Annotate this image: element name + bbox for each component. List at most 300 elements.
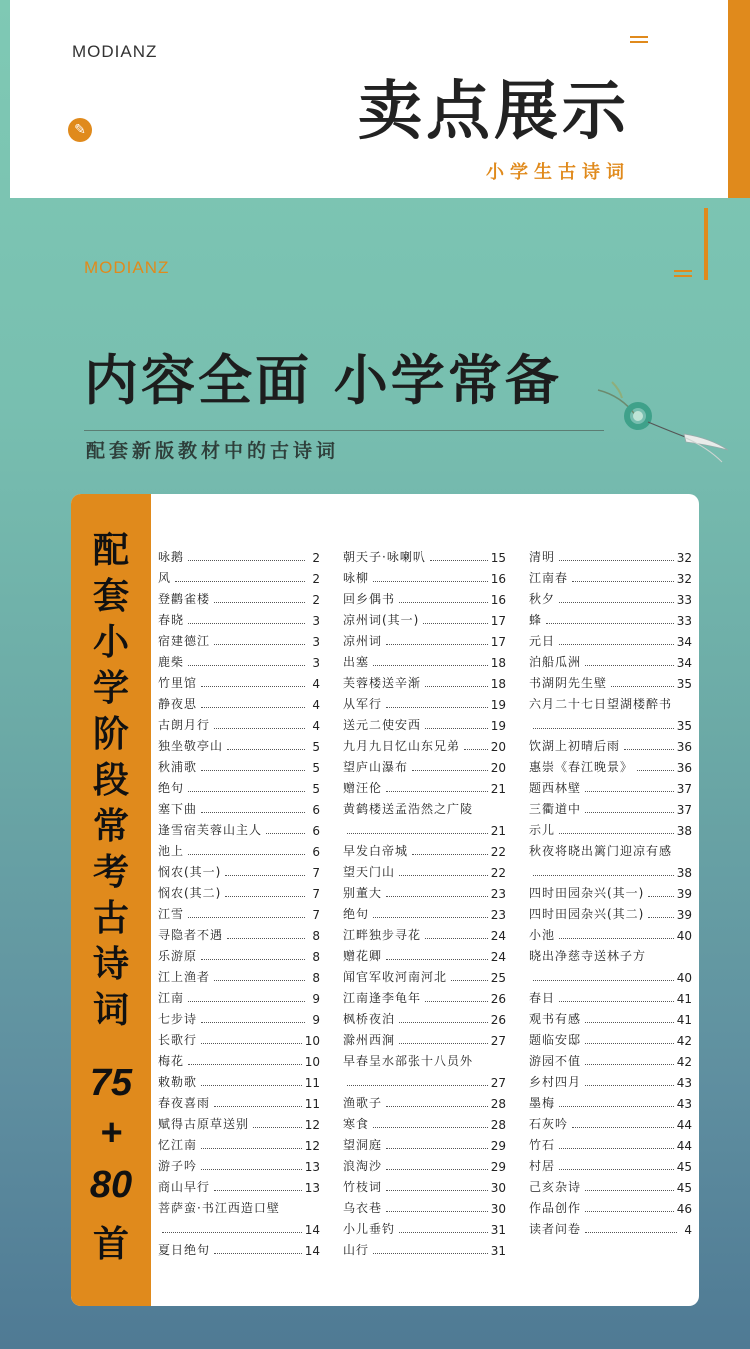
section-brand: MODIANZ [84, 258, 170, 277]
header-title: 卖点展示 [358, 75, 630, 149]
toc-entry [343, 1006, 506, 1027]
toc-entry-title: 敕勒歌 [158, 1075, 198, 1089]
toc-entry-title: 春夜喜雨 [158, 1096, 211, 1110]
toc-entry [158, 838, 320, 859]
toc-entry-title: 池上 [158, 844, 185, 858]
toc-entry-page: 32 [676, 572, 692, 586]
toc-entry-title: 游子吟 [158, 1159, 198, 1173]
toc-entry-title: 乐游原 [158, 949, 198, 963]
toc-leader-dots [201, 707, 305, 708]
toc-leader-dots [585, 1232, 677, 1233]
toc-entry-title: 凉州词 [343, 634, 383, 648]
toc-entry-page: 41 [676, 992, 692, 1006]
toc-leader-dots [188, 623, 305, 624]
toc-entry-page: 9 [312, 1013, 320, 1027]
toc-entry [529, 1174, 692, 1195]
toc-entry [529, 649, 692, 670]
toc-entry-page: 30 [490, 1202, 506, 1216]
toc-entry [343, 1090, 506, 1111]
toc-entry [343, 1132, 506, 1153]
toc-entry [529, 1195, 692, 1216]
toc-leader-dots [559, 644, 674, 645]
toc-entry [343, 817, 506, 838]
toc-leader-dots [386, 707, 488, 708]
toc-entry-page: 28 [490, 1097, 506, 1111]
toc-entry-title: 江南春 [529, 571, 569, 585]
toc-entry-title: 惠崇《春江晚景》 [529, 760, 634, 774]
toc-entry-page: 20 [490, 761, 506, 775]
toc-entry-title: 寒食 [343, 1117, 370, 1131]
section-subtitle: 配套新版教材中的古诗词 [86, 440, 340, 462]
toc-entry-title: 黄鹤楼送孟浩然之广陵 [343, 802, 474, 816]
toc-entry [343, 859, 506, 880]
toc-entry [343, 964, 506, 985]
toc-entry [343, 544, 506, 565]
toc-leader-dots [585, 1022, 674, 1023]
toc-entry-page: 16 [490, 593, 506, 607]
toc-entry-title: 墨梅 [529, 1096, 556, 1110]
toc-entry [529, 586, 692, 607]
toc-leader-dots [188, 560, 305, 561]
toc-entry-page: 13 [304, 1160, 320, 1174]
side-char: 古 [92, 898, 129, 939]
toc-leader-dots [533, 980, 674, 981]
toc-leader-dots [430, 560, 488, 561]
toc-entry [158, 754, 320, 775]
toc-leader-dots [214, 1253, 302, 1254]
toc-entry-page: 33 [676, 593, 692, 607]
toc-entry-page: 36 [676, 740, 692, 754]
toc-leader-dots [585, 791, 674, 792]
toc-entry-page: 2 [312, 593, 320, 607]
toc-entry-title: 闻官军收河南河北 [343, 970, 448, 984]
toc-entry [529, 754, 692, 775]
toc-entry-page: 40 [676, 971, 692, 985]
toc-entry-page: 23 [490, 908, 506, 922]
toc-leader-dots [546, 623, 674, 624]
toc-entry-page: 8 [312, 929, 320, 943]
toc-entry-page: 14 [304, 1244, 320, 1258]
toc-entry-title: 早发白帝城 [343, 844, 409, 858]
toc-entry-page: 24 [490, 929, 506, 943]
toc-entry-page: 3 [312, 656, 320, 670]
side-count-a: 75 [89, 1062, 133, 1104]
toc-leader-dots [412, 854, 488, 855]
toc-entry [158, 1048, 320, 1069]
toc-entry [158, 586, 320, 607]
toc-leader-dots [214, 602, 305, 603]
toc-entry-page: 40 [676, 929, 692, 943]
toc-entry-title: 菩萨蛮·书江西造口壁 [158, 1201, 280, 1215]
toc-entry-page: 45 [676, 1160, 692, 1174]
toc-leader-dots [201, 686, 305, 687]
toc-entry-title: 山行 [343, 1243, 370, 1257]
toc-leader-dots [214, 980, 305, 981]
toc-entry [343, 628, 506, 649]
toc-entry-title: 绝句 [158, 781, 185, 795]
toc-entry-title: 朝天子·咏喇叭 [343, 550, 426, 564]
toc-entry [343, 691, 506, 712]
toc-leader-dots [386, 791, 488, 792]
toc-entry-page: 32 [676, 551, 692, 565]
toc-entry [158, 1090, 320, 1111]
toc-entry [529, 1090, 692, 1111]
toc-entry-title: 独坐敬亭山 [158, 739, 224, 753]
toc-leader-dots [373, 1253, 488, 1254]
toc-entry [343, 1048, 506, 1069]
toc-entry-page: 5 [312, 761, 320, 775]
toc-entry-page: 21 [490, 782, 506, 796]
toc-entry-title: 从军行 [343, 697, 383, 711]
toc-entry-title: 寻隐者不遇 [158, 928, 224, 942]
toc-entry-page: 17 [490, 614, 506, 628]
toc-entry-title: 竹石 [529, 1138, 556, 1152]
toc-entry-title: 鹿柴 [158, 655, 185, 669]
toc-entry-page: 21 [490, 824, 506, 838]
toc-entry [343, 712, 506, 733]
toc-entry [343, 1153, 506, 1174]
toc-entry-title: 九月九日忆山东兄弟 [343, 739, 461, 753]
toc-leader-dots [188, 1064, 302, 1065]
toc-entry-page: 10 [304, 1034, 320, 1048]
toc-entry-title: 滁州西涧 [343, 1033, 396, 1047]
toc-leader-dots [399, 875, 488, 876]
toc-entry-title: 送元二使安西 [343, 718, 422, 732]
toc-leader-dots [201, 770, 305, 771]
toc-leader-dots [637, 770, 674, 771]
toc-entry [343, 943, 506, 964]
toc-leader-dots [585, 1085, 674, 1086]
toc-entry [158, 922, 320, 943]
toc-entry-title: 蜂 [529, 613, 543, 627]
toc-entry-page: 18 [490, 677, 506, 691]
toc-entry-page: 27 [490, 1034, 506, 1048]
toc-entry-title: 秋浦歌 [158, 760, 198, 774]
toc-entry-page: 25 [490, 971, 506, 985]
toc-leader-dots [373, 665, 488, 666]
toc-entry-page: 2 [312, 551, 320, 565]
toc-entry-page: 24 [490, 950, 506, 964]
toc-entry-page: 35 [676, 677, 692, 691]
toc-entry [158, 733, 320, 754]
toc-leader-dots [175, 581, 305, 582]
toc-leader-dots [648, 896, 673, 897]
toc-entry [158, 1174, 320, 1195]
toc-entry-page: 7 [312, 887, 320, 901]
toc-entry-page: 20 [490, 740, 506, 754]
toc-entry [158, 859, 320, 880]
toc-entry-title: 竹里馆 [158, 676, 198, 690]
toc-leader-dots [399, 1232, 488, 1233]
toc-leader-dots [214, 1190, 302, 1191]
toc-entry-title: 游园不值 [529, 1054, 582, 1068]
toc-entry [158, 670, 320, 691]
toc-entry-title: 秋夕 [529, 592, 556, 606]
toc-leader-dots [188, 665, 305, 666]
toc-leader-dots [225, 875, 305, 876]
toc-entry [529, 712, 692, 733]
toc-leader-dots [373, 917, 488, 918]
toc-leader-dots [386, 896, 488, 897]
toc-entry-title: 三衢道中 [529, 802, 582, 816]
toc-entry-title: 乡村四月 [529, 1075, 582, 1089]
toc-entry [343, 1111, 506, 1132]
toc-entry-title: 春日 [529, 991, 556, 1005]
toc-entry-title: 观书有感 [529, 1012, 582, 1026]
toc-entry-page: 19 [490, 719, 506, 733]
toc-entry [158, 817, 320, 838]
toc-entry [158, 796, 320, 817]
toc-entry-title: 赋得古原草送别 [158, 1117, 250, 1131]
toc-entry-title: 古朗月行 [158, 718, 211, 732]
toc-entry-title: 小儿垂钓 [343, 1222, 396, 1236]
toc-entry [343, 922, 506, 943]
toc-entry-title: 悯农(其一) [158, 865, 222, 879]
toc-entry-title: 赠汪伦 [343, 781, 383, 795]
toc-entry-page: 3 [312, 614, 320, 628]
toc-entry-title: 村居 [529, 1159, 556, 1173]
toc-entry [529, 1006, 692, 1027]
toc-leader-dots [425, 938, 488, 939]
toc-entry-title: 己亥杂诗 [529, 1180, 582, 1194]
toc-entry-page: 14 [304, 1223, 320, 1237]
toc-entry-title: 静夜思 [158, 697, 198, 711]
toc-entry-title: 四时田园杂兴(其二) [529, 907, 645, 921]
toc-entry [529, 943, 692, 964]
toc-entry-page: 33 [676, 614, 692, 628]
toc-leader-dots [253, 1127, 302, 1128]
toc-entry-title: 江雪 [158, 907, 185, 921]
toc-entry-page: 22 [490, 866, 506, 880]
toc-leader-dots [624, 749, 674, 750]
toc-entry-page: 26 [490, 1013, 506, 1027]
toc-leader-dots [425, 1001, 488, 1002]
side-char: 配 [92, 530, 129, 571]
toc-leader-dots [559, 560, 674, 561]
toc-entry-page: 8 [312, 971, 320, 985]
toc-leader-dots [559, 602, 674, 603]
toc-entry [343, 670, 506, 691]
toc-entry-page: 11 [304, 1097, 320, 1111]
toc-entry [529, 817, 692, 838]
toc-entry-page: 4 [312, 677, 320, 691]
toc-entry [158, 1111, 320, 1132]
toc-entry-page: 9 [312, 992, 320, 1006]
toc-entry [529, 859, 692, 880]
toc-entry [158, 943, 320, 964]
toc-entry [529, 1069, 692, 1090]
toc-entry-page: 18 [490, 656, 506, 670]
side-char: 考 [92, 852, 129, 893]
toc-entry-title: 逢雪宿芙蓉山主人 [158, 823, 263, 837]
toc-entry-title: 江南逢李龟年 [343, 991, 422, 1005]
toc-entry [158, 544, 320, 565]
toc-entry [529, 1153, 692, 1174]
toc-entry-page: 42 [676, 1055, 692, 1069]
toc-entry-page: 46 [676, 1202, 692, 1216]
toc-leader-dots [585, 812, 674, 813]
toc-entry [343, 586, 506, 607]
toc-entry-title: 梅花 [158, 1054, 185, 1068]
toc-leader-dots [559, 938, 674, 939]
toc-leader-dots [559, 833, 674, 834]
toc-entry [529, 901, 692, 922]
toc-entry [529, 880, 692, 901]
toc-entry [343, 565, 506, 586]
toc-entry-page: 26 [490, 992, 506, 1006]
toc-entry-page: 44 [676, 1118, 692, 1132]
toc-entry [343, 901, 506, 922]
toc-leader-dots [386, 1190, 488, 1191]
toc-leader-dots [225, 896, 305, 897]
toc-entry-title: 回乡偶书 [343, 592, 396, 606]
toc-leader-dots [386, 959, 488, 960]
toc-leader-dots [648, 917, 673, 918]
toc-entry [529, 1111, 692, 1132]
toc-entry [529, 1027, 692, 1048]
toc-entry-page: 10 [304, 1055, 320, 1069]
toc-entry-title: 乌衣巷 [343, 1201, 383, 1215]
toc-entry-page: 29 [490, 1139, 506, 1153]
toc-entry [158, 964, 320, 985]
toc-entry-page: 37 [676, 782, 692, 796]
toc-entry-title: 四时田园杂兴(其一) [529, 886, 645, 900]
toc-entry-page: 36 [676, 761, 692, 775]
toc-entry-page: 43 [676, 1097, 692, 1111]
toc-entry [529, 565, 692, 586]
toc-leader-dots [585, 1190, 674, 1191]
section-title: 内容全面 小学常备 [84, 349, 562, 412]
toc-leader-dots [188, 854, 305, 855]
side-char: 段 [92, 760, 129, 801]
toc-entry-title: 望洞庭 [343, 1138, 383, 1152]
toc-entry [158, 775, 320, 796]
toc-leader-dots [162, 1232, 302, 1233]
toc-entry-page: 43 [676, 1076, 692, 1090]
toc-entry-title: 早春呈水部张十八员外 [343, 1054, 474, 1068]
toc-entry [343, 1237, 506, 1258]
toc-leader-dots [572, 581, 674, 582]
toc-entry-title: 凉州词(其一) [343, 613, 420, 627]
side-char: 套 [92, 576, 129, 617]
toc-entry [158, 1069, 320, 1090]
side-char: 小 [92, 622, 129, 663]
toc-entry-title: 题临安邸 [529, 1033, 582, 1047]
toc-leader-dots [399, 1022, 488, 1023]
toc-entry-title: 书湖阴先生壁 [529, 676, 608, 690]
toc-leader-dots [386, 1106, 488, 1107]
toc-entry-title: 别董大 [343, 886, 383, 900]
toc-entry-title: 石灰吟 [529, 1117, 569, 1131]
menu-icon [674, 270, 692, 282]
toc-entry [529, 796, 692, 817]
toc-leader-dots [386, 1169, 488, 1170]
toc-leader-dots [399, 602, 488, 603]
toc-leader-dots [412, 770, 488, 771]
menu-icon [630, 36, 648, 48]
toc-entry [158, 712, 320, 733]
toc-entry-page: 7 [312, 866, 320, 880]
toc-leader-dots [201, 1169, 302, 1170]
toc-entry-page: 23 [490, 887, 506, 901]
toc-entry-page: 6 [312, 824, 320, 838]
toc-entry [529, 607, 692, 628]
toc-entry [158, 691, 320, 712]
side-unit: 首 [92, 1224, 129, 1265]
toc-leader-dots [559, 1106, 674, 1107]
side-char: 诗 [92, 944, 129, 985]
toc-entry-title: 清明 [529, 550, 556, 564]
header-accent-strip [728, 0, 750, 198]
toc-entry-page: 17 [490, 635, 506, 649]
toc-leader-dots [201, 1022, 305, 1023]
toc-entry-title: 风 [158, 571, 172, 585]
toc-entry-page: 15 [490, 551, 506, 565]
toc-entry-title: 示儿 [529, 823, 556, 837]
toc-entry [343, 838, 506, 859]
toc-entry-title: 春晓 [158, 613, 185, 627]
toc-entry [529, 733, 692, 754]
toc-leader-dots [425, 686, 488, 687]
toc-leader-dots [423, 623, 487, 624]
toc-entry-title: 六月二十七日望湖楼醉书 [529, 697, 673, 711]
toc-leader-dots [201, 959, 305, 960]
toc-leader-dots [425, 728, 488, 729]
toc-entry-page: 27 [490, 1076, 506, 1090]
divider [84, 430, 604, 431]
toc-leader-dots [188, 917, 305, 918]
toc-entry-title: 江畔独步寻花 [343, 928, 422, 942]
toc-entry-title: 江南 [158, 991, 185, 1005]
toc-entry-page: 34 [676, 635, 692, 649]
toc-entry-page: 5 [312, 782, 320, 796]
side-char: 阶 [92, 714, 129, 755]
toc-entry-page: 37 [676, 803, 692, 817]
toc-leader-dots [201, 1085, 302, 1086]
toc-entry-page: 31 [490, 1223, 506, 1237]
toc-entry-page: 4 [684, 1223, 692, 1237]
toc-entry [343, 1174, 506, 1195]
toc-entry-page: 8 [312, 950, 320, 964]
toc-entry-page: 13 [304, 1181, 320, 1195]
toc-entry-title: 忆江南 [158, 1138, 198, 1152]
toc-entry-title: 秋夜将晓出篱门迎凉有感 [529, 844, 673, 858]
toc-leader-dots [201, 1043, 302, 1044]
toc-entry [343, 1195, 506, 1216]
toc-leader-dots [559, 1169, 674, 1170]
toc-entry-title: 出塞 [343, 655, 370, 669]
toc-entry-page: 7 [312, 908, 320, 922]
toc-entry [529, 775, 692, 796]
toc-entry-page: 28 [490, 1118, 506, 1132]
toc-entry [529, 964, 692, 985]
toc-entry [343, 985, 506, 1006]
toc-entry-page: 44 [676, 1139, 692, 1153]
toc-entry-title: 芙蓉楼送辛渐 [343, 676, 422, 690]
header-card [10, 0, 728, 198]
side-plus: + [99, 1112, 123, 1154]
toc-leader-dots [201, 812, 305, 813]
toc-entry-page: 6 [312, 845, 320, 859]
toc-entry-title: 塞下曲 [158, 802, 198, 816]
toc-leader-dots [533, 875, 674, 876]
toc-leader-dots [214, 1106, 302, 1107]
toc-entry [343, 796, 506, 817]
toc-entry-page: 45 [676, 1181, 692, 1195]
toc-leader-dots [227, 749, 305, 750]
toc-entry-title: 小池 [529, 928, 556, 942]
toc-entry-title: 枫桥夜泊 [343, 1012, 396, 1026]
